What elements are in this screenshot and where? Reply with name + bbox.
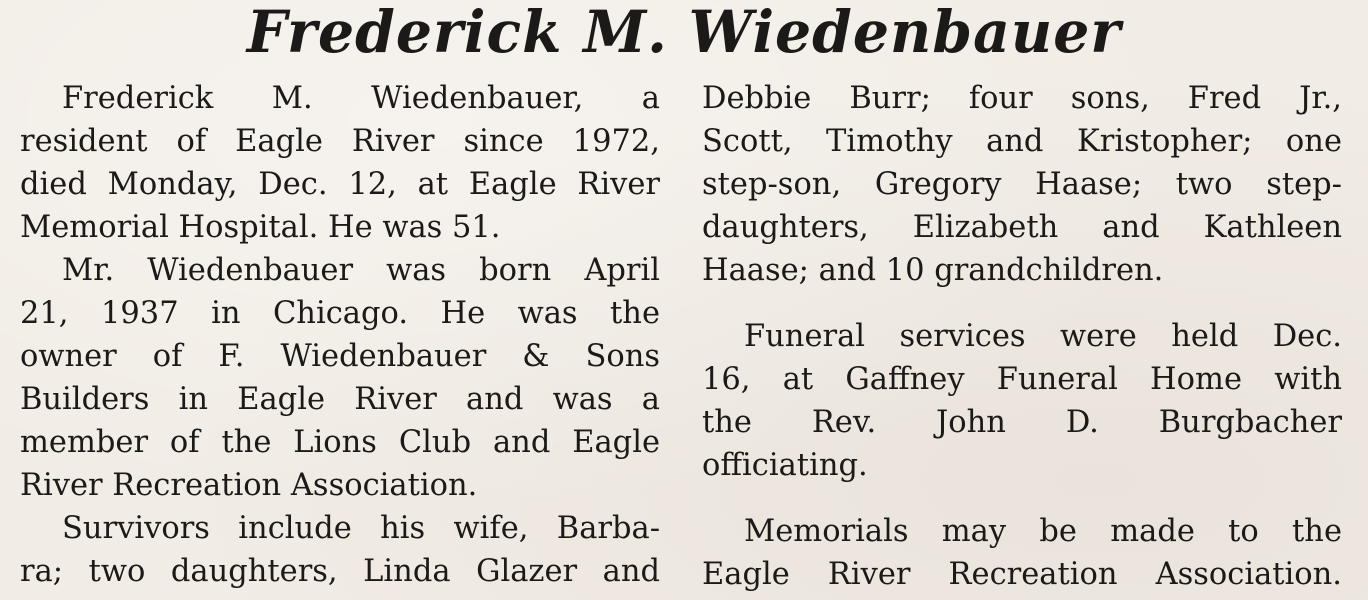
- paragraph-survivors-continued: [702, 77, 1342, 292]
- text-line: Scott, Timothy and Kristopher; one: [702, 124, 1342, 159]
- right-text-column: [702, 77, 1342, 596]
- text-line: resident of Eagle River since 1972,: [20, 124, 660, 159]
- paragraph-memorials: [702, 510, 1342, 596]
- text-line: member of the Lions Club and Eagle: [20, 425, 660, 460]
- text-line: Haase; and 10 grandchildren.: [702, 253, 1164, 288]
- left-text-column: [20, 77, 660, 593]
- paragraph-intro: [20, 77, 660, 249]
- text-line: Funeral services were held Dec.: [744, 319, 1342, 354]
- text-line: Mr. Wiedenbauer was born April: [62, 253, 660, 288]
- obituary-headline: Frederick M. Wiedenbauer: [246, 0, 1122, 66]
- text-line: Eagle River Recreation Association.: [702, 557, 1342, 592]
- text-line: step-son, Gregory Haase; two step-: [702, 167, 1342, 202]
- text-line: officiating.: [702, 448, 868, 483]
- text-line: owner of F. Wiedenbauer & Sons: [20, 339, 660, 374]
- paragraph-biography: [20, 249, 660, 507]
- text-line: died Monday, Dec. 12, at Eagle River: [20, 167, 660, 202]
- text-line: Builders in Eagle River and was a: [20, 382, 660, 417]
- text-line: daughters, Elizabeth and Kathleen: [702, 210, 1342, 245]
- text-line: ra; two daughters, Linda Glazer and: [20, 554, 660, 589]
- paragraph-survivors: [20, 507, 660, 593]
- paragraph-gap: [702, 487, 1342, 510]
- text-line: Memorials may be made to the: [744, 514, 1342, 549]
- text-line: Survivors include his wife, Barba-: [62, 511, 660, 546]
- text-line: 16, at Gaffney Funeral Home with: [702, 362, 1342, 397]
- text-line: River Recreation Association.: [20, 468, 478, 503]
- text-line: the Rev. John D. Burgbacher: [702, 405, 1342, 440]
- paragraph-funeral-services: [702, 315, 1342, 487]
- text-line: 21, 1937 in Chicago. He was the: [20, 296, 660, 331]
- text-line: Debbie Burr; four sons, Fred Jr.,: [702, 81, 1342, 116]
- text-line: Frederick M. Wiedenbauer, a: [62, 81, 660, 116]
- paragraph-gap: [702, 292, 1342, 315]
- text-line: Memorial Hospital. He was 51.: [20, 210, 501, 245]
